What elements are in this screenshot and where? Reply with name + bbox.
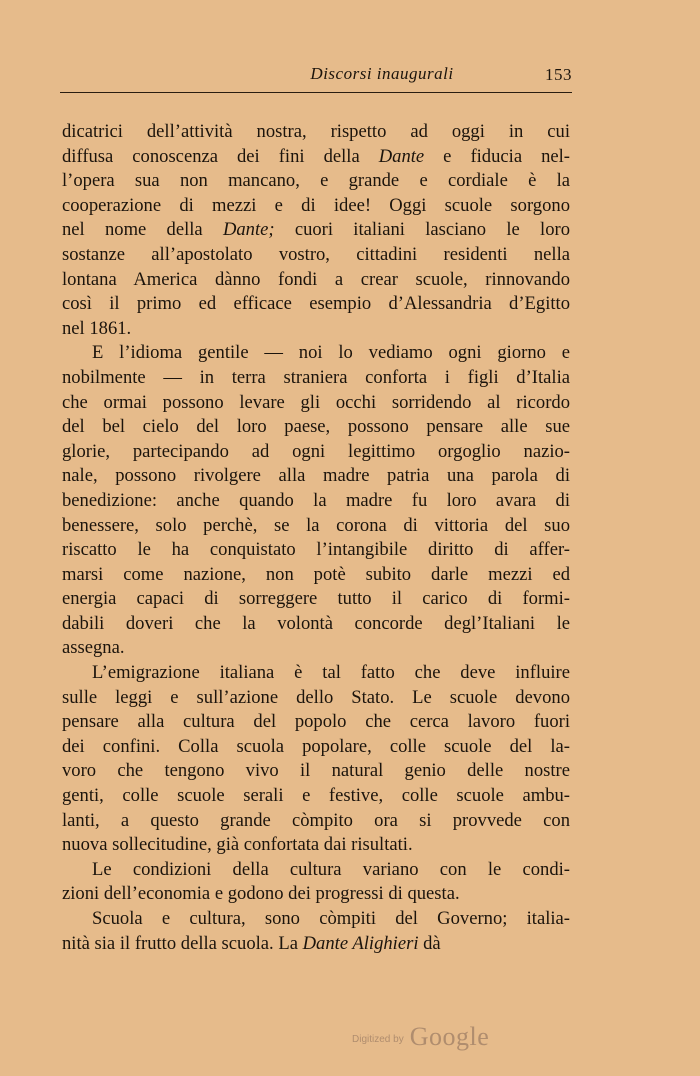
paragraph (62, 120, 570, 341)
text-segment: glorie, partecipando ad ogni legittimo orgoglio nazio- (62, 440, 570, 462)
text-line (62, 735, 570, 760)
text-segment: zioni dell’economia e godono dei progressi di questa. (62, 883, 460, 905)
text-segment: voro che tengono vivo il natural genio delle nostre (62, 760, 570, 782)
text-segment: lanti, a questo grande còmpito ora si provvede con (62, 809, 570, 831)
text-segment: dabili doveri che la volontà concorde degl’Italiani le (62, 612, 570, 634)
text-line (62, 120, 570, 145)
text-line (62, 858, 570, 883)
text-segment: L’emigrazione italiana è tal fatto che deve influire (92, 662, 570, 684)
text-line (62, 661, 570, 686)
text-line (62, 759, 570, 784)
text-line (62, 710, 570, 735)
running-head (62, 62, 572, 88)
text-segment: E l’idioma gentile — noi lo vediamo ogni giorno e (92, 342, 570, 364)
text-line (62, 882, 570, 907)
text-line (62, 587, 570, 612)
text-segment: nobilmente — in terra straniera conforta i figli d’Italia (62, 366, 570, 388)
page-number: 153 (545, 65, 572, 84)
text-line (62, 169, 570, 194)
text-line (62, 907, 570, 932)
text-line (62, 415, 570, 440)
digitized-by-google-watermark (352, 1022, 489, 1056)
watermark-prefix: Digitized by (352, 1034, 404, 1045)
text-line (62, 833, 570, 858)
text-line (62, 366, 570, 391)
text-line (62, 489, 570, 514)
header-rule (60, 92, 572, 93)
text-line (62, 538, 570, 563)
text-segment: dei confini. Colla scuola popolare, colle scuole del la- (62, 735, 570, 757)
paragraph (62, 341, 570, 661)
text-line (62, 440, 570, 465)
text-segment: dicatrici dell’attività nostra, rispetto ad oggi in cui (62, 121, 570, 142)
text-segment: lontana America dànno fondi a crear scuole, rinnovando (62, 268, 570, 290)
text-segment: nel 1861. (62, 317, 132, 339)
text-line (62, 563, 570, 588)
text-line (62, 636, 570, 661)
text-line (62, 391, 570, 416)
text-segment: Scuola e cultura, sono còmpiti del Governo; italia- (92, 908, 570, 929)
text-line (62, 784, 570, 809)
italic-segment: Dante; (222, 219, 275, 241)
italic-segment: Dante (378, 145, 425, 167)
text-segment: nità sia il frutto della scuola. La (62, 932, 303, 954)
text-segment: nel nome della (62, 219, 223, 241)
text-segment: cuori italiani lasciano le loro (274, 219, 570, 241)
text-line (62, 145, 570, 170)
text-segment: marsi come nazione, non potè subito darle mezzi ed (62, 563, 570, 585)
text-segment: energia capaci di sorreggere tutto il carico di formi- (62, 588, 570, 610)
text-line (62, 268, 570, 293)
text-segment: Le condizioni della cultura variano con le condi- (92, 858, 570, 880)
text-segment: che ormai possono levare gli occhi sorridendo al ricordo (62, 391, 570, 413)
text-segment: nale, possono rivolgere alla madre patria una parola di (62, 465, 570, 487)
text-segment: e fiducia nel- (424, 145, 570, 167)
text-segment: benedizione: anche quando la madre fu loro avara di (62, 489, 570, 511)
text-line (62, 809, 570, 834)
paragraph (62, 858, 570, 907)
text-line (62, 514, 570, 539)
text-line (62, 317, 570, 342)
text-line (62, 464, 570, 489)
text-line (62, 292, 570, 317)
text-line (62, 932, 570, 957)
text-segment: l’opera sua non mancano, e grande e cordiale è la (62, 170, 570, 192)
text-segment: del bel cielo del loro paese, possono pensare alle sue (62, 416, 570, 438)
running-title: Discorsi inaugurali (310, 64, 454, 83)
text-line (62, 243, 570, 268)
text-segment: riscatto le ha conquistato l’intangibile diritto di affer- (62, 539, 570, 561)
text-line (62, 612, 570, 637)
text-segment: sostanze all’apostolato vostro, cittadini residenti nella (62, 243, 570, 265)
text-line (62, 218, 570, 243)
text-segment: genti, colle scuole serali e festive, colle scuole ambu- (62, 785, 570, 807)
paragraph (62, 907, 570, 956)
text-segment: sulle leggi e sull’azione dello Stato. Le scuole devono (62, 686, 570, 708)
text-line (62, 341, 570, 366)
text-segment: diffusa conoscenza dei fini della (62, 145, 379, 167)
text-segment: così il primo ed efficace esempio d’Alessandria d’Egitto (62, 293, 570, 315)
body-text (62, 120, 570, 956)
paragraph (62, 661, 570, 858)
text-segment: assegna. (62, 637, 125, 659)
text-line (62, 686, 570, 711)
text-segment: cooperazione di mezzi e di idee! Oggi scuole sorgono (62, 194, 570, 216)
italic-segment: Dante Alighieri (302, 932, 419, 954)
text-segment: nuova sollecitudine, già confortata dai risultati. (62, 834, 413, 856)
text-segment: pensare alla cultura del popolo che cerca lavoro fuori (62, 711, 570, 733)
text-segment: benessere, solo perchè, se la corona di vittoria del suo (62, 514, 570, 536)
google-logo: Google (409, 1022, 490, 1051)
text-line (62, 194, 570, 219)
text-segment: dà (418, 932, 441, 954)
